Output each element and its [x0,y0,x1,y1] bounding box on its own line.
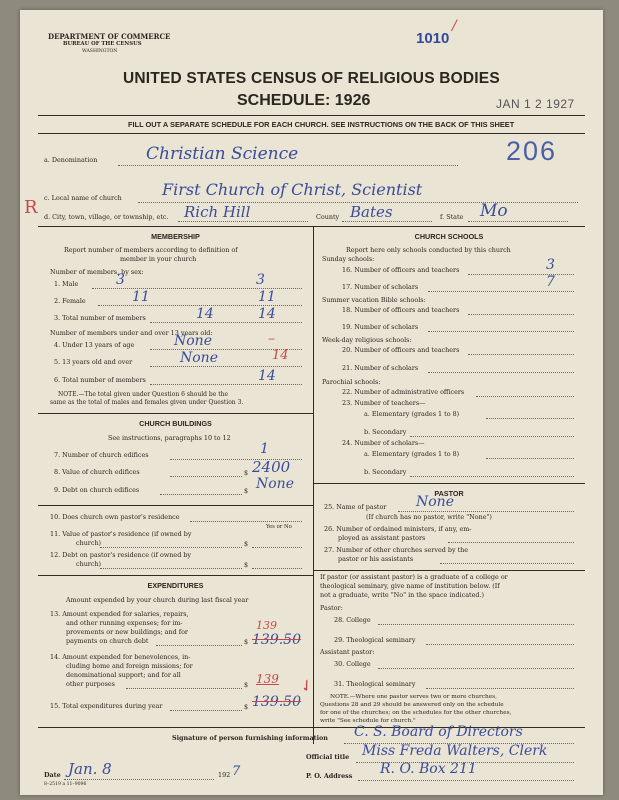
q25-label: 25. Name of pastor [324,503,387,511]
q5-value-b: 14 [272,348,289,363]
membership-heading: MEMBERSHIP [151,232,200,241]
q28-label: 28. College [334,616,371,624]
q18-label: 18. Number of officers and teachers [342,306,460,314]
q26-label-1: 26. Number of ordained ministers, if any, em- [324,525,472,533]
q4-value-b: – [268,331,275,347]
q24b-label: b. Secondary [364,468,407,476]
q4-value-a: None [174,333,212,349]
signature-value: C. S. Board of Directors [354,724,523,740]
q15-value: 139.50 [252,694,301,710]
signature-label: Signature of person furnishing information [172,734,328,742]
schedule-number: 1010 [416,30,450,47]
official-title-label: Official title [306,753,350,761]
yes-no-hint: Yes or No [266,524,292,530]
sunday-schools-label: Sunday schools: [322,255,375,263]
date-label: Date [44,771,61,779]
church-buildings-heading: CHURCH BUILDINGS [139,419,212,428]
q2-value-a: 11 [132,289,150,305]
expenditures-heading: EXPENDITURES [147,581,204,590]
red-check-tick: ✓ [295,673,318,698]
pastor-note-3: for one of the churches; on the schedules for the other churches, [320,710,512,716]
q17-label: 17. Number of scholars [342,283,419,291]
membership-note-2: same as the total of males and females given under Question 3. [50,399,244,406]
date-value: Jan. 8 [68,760,112,778]
grad-intro-1: If pastor (or assistant pastor) is a graduate of a college or [320,573,508,581]
q31-label: 31. Theological seminary [334,680,416,688]
q9-dollar: $ [244,487,249,495]
assistant-pastor-subheading: Assistant pastor: [320,648,375,656]
q3-value-b: 14 [258,306,276,322]
pastor-subheading: Pastor: [320,604,343,612]
summer-schools-label: Summer vacation Bible schools: [322,296,426,304]
q17-value: 7 [546,274,555,290]
q12-dollar: $ [244,561,249,569]
q8-dollar: $ [244,469,249,477]
q23-label: 23. Number of teachers— [342,399,426,407]
grad-intro-2: theological seminary, give name of institution below. (If [320,582,500,590]
margin-mark-r: R [24,197,38,218]
local-name-value: First Church of Christ, Scientist [162,180,423,199]
q10-label: 10. Does church own pastor's residence [50,513,180,521]
q23b-label: b. Secondary [364,428,407,436]
age-intro-label: Number of members under and over 13 years old: [50,329,213,337]
q12-label-1: 12. Debt on pastor's residence (if owned by [50,551,192,559]
official-title-value: Miss Freda Walters, Clerk [362,743,548,759]
pastor-note-1: NOTE.—Where one pastor serves two or more churches, [330,694,497,700]
city-label: WASHINGTON [82,49,118,54]
q8-value: 2400 [252,458,291,476]
q13-label-2: and other running expenses; for im- [66,619,183,627]
q1-label: 1. Male [54,280,79,288]
q6-label: 6. Total number of members [54,376,146,384]
po-address-label: P. O. Address [306,772,353,780]
membership-note-1: NOTE.—The total given under Question 6 should be the [58,391,229,398]
form-title: UNITED STATES CENSUS OF RELIGIOUS BODIES [123,70,500,87]
city-town-label: d. City, town, village, or township, etc. [44,213,169,221]
bureau-label: BUREAU OF THE CENSUS [63,41,142,47]
q3-value-a: 14 [196,306,214,322]
q30-label: 30. College [334,660,371,668]
q25-value: None [416,494,454,510]
schedule-year: SCHEDULE: 1926 [237,92,371,109]
buildings-sub: See instructions, paragraphs 10 to 12 [108,434,231,442]
q21-label: 21. Number of scholars [342,364,419,372]
q14-label-2: cluding home and foreign missions; for [66,662,193,670]
q12-label-2: church) [76,560,102,568]
q29-label: 29. Theological seminary [334,636,416,644]
q16-label: 16. Number of officers and teachers [342,266,460,274]
q14-dollar: $ [244,681,249,689]
q16-value: 3 [546,257,555,273]
denomination-code: 206 [506,136,558,166]
q15-label: 15. Total expenditures during year [50,702,163,710]
pastor-note-4: write "See schedule for church." [320,718,416,724]
census-schedule-page [20,10,603,795]
membership-intro-1: Report number of members according to definition of [64,246,238,254]
q23a-label: a. Elementary (grades 1 to 8) [364,410,460,418]
pastor-note-2: Questions 28 and 29 should be answered only on the schedule [320,702,504,708]
q5-label: 5. 13 years old and over [54,358,133,366]
q7-value: 1 [260,441,269,457]
q8-label: 8. Value of church edifices [54,468,140,476]
church-schools-heading: CHURCH SCHOOLS [414,232,484,241]
q1-value-b: 3 [256,272,265,288]
q15-dollar: $ [244,703,249,711]
q4-label: 4. Under 13 years of age [54,341,135,349]
q14-red-note: 139 [256,672,279,686]
state-label: f. State [440,213,464,221]
q11-label-2: church) [76,539,102,547]
membership-intro-2: member in your church [120,255,197,263]
q24-label: 24. Number of scholars— [342,439,425,447]
q14-label-4: other purposes [66,680,115,688]
q11-dollar: $ [244,540,249,548]
instructions-line: FILL OUT A SEPARATE SCHEDULE FOR EACH CHURCH. SEE INSTRUCTIONS ON THE BACK OF THIS SHEET [128,120,515,129]
state-value: Mo [480,201,508,221]
denomination-label: a. Denomination [44,156,98,164]
q13-value: 139.50 [252,632,301,648]
form-code: 8–2519 a 11–9096 [44,782,87,787]
received-date-stamp: JAN 1 2 1927 [496,97,575,111]
q1-value-a: 3 [116,272,125,288]
year-value: 7 [232,764,241,779]
q20-label: 20. Number of officers and teachers [342,346,460,354]
grad-intro-3: not a graduate, write "No" in the space indicated.) [320,591,485,599]
parochial-schools-label: Parochial schools: [322,378,381,386]
q9-label: 9. Debt on church edifices [54,486,140,494]
q7-label: 7. Number of church edifices [54,451,149,459]
q13-label-3: provements or new buildings; and for [66,628,188,636]
q26-label-2: ployed as assistant pastors [338,534,426,542]
city-value: Rich Hill [184,203,251,221]
q3-label: 3. Total number of members [54,314,146,322]
q14-label-3: denominational support; and for all [66,671,181,679]
q11-label-1: 11. Value of pastor's residence (if owned by [50,530,192,538]
q14-label-1: 14. Amount expended for benevolences, in- [50,653,191,661]
q5-value-a: None [180,350,218,366]
q2-label: 2. Female [54,297,86,305]
q13-dollar: $ [244,638,249,646]
q13-red-note: 139 [256,619,277,632]
po-address-value: R. O. Box 211 [380,761,477,777]
county-value: Bates [350,203,393,221]
q24a-label: a. Elementary (grades 1 to 8) [364,450,460,458]
q2-value-b: 11 [258,289,276,305]
expenditures-sub: Amount expended by your church during last fiscal year [66,596,249,604]
q25-note: (If church has no pastor, write "None") [366,513,492,521]
pastor-heading: PASTOR [434,489,464,498]
county-label: County [316,213,340,221]
department-label: DEPARTMENT OF COMMERCE [48,32,171,41]
red-check-mark: / [452,18,457,34]
year-prefix: 192 [218,771,231,779]
q22-label: 22. Number of administrative officers [342,388,465,396]
denomination-value: Christian Science [146,144,299,164]
q13-label-1: 13. Amount expended for salaries, repairs, [50,610,189,618]
q6-value-b: 14 [258,368,276,384]
q9-value: None [256,476,294,492]
by-sex-label: Number of members, by sex: [50,268,144,276]
q27-label-1: 27. Number of other churches served by the [324,546,469,554]
local-name-label: c. Local name of church [44,194,122,202]
schools-intro: Report here only schools conducted by this church [346,246,511,254]
q13-label-4: payments on church debt [66,637,149,645]
weekday-schools-label: Week-day religious schools: [322,336,412,344]
q19-label: 19. Number of scholars [342,323,419,331]
q27-label-2: pastor or his assistants [338,555,414,563]
